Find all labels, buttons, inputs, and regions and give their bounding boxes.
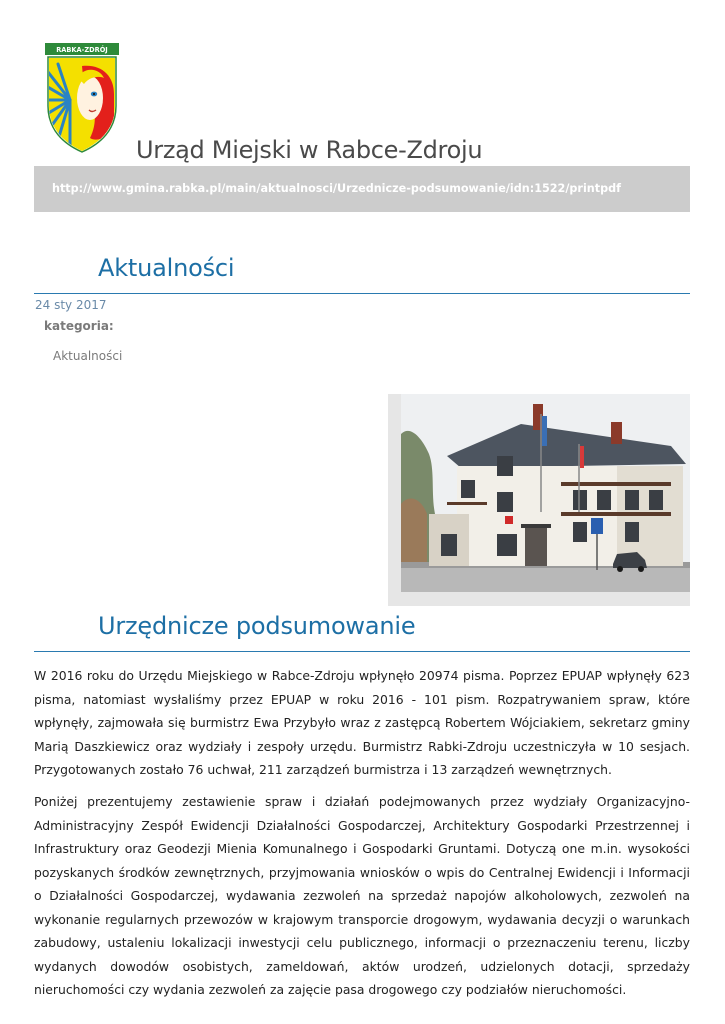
article-paragraph-2: Poniżej prezentujemy zestawienie spraw i działań podejmowanych przez wydziały Organizacyjno-Administracyjny Zespół Ewidencji Działalności Gospodarczej, Architektury Gospodarki Przestrzennej i Infrastruktury oraz Geodezji Mienia Komunalnego i Gospodarki Gruntami. Dotyczą one m.in. wysokości pozyskanych środków zewnętrznych, przyjmowania wniosków o wpis do Centralnej Ewidencji i Informacji o Działalności Gospodarczej, wydawania zezwoleń na sprzedaż napojów alkoholowych, zezwoleń na wykonanie regularnych przewozów w krajowym transporcie drogowym, wydawania decyzji o warunkach zabudowy, ustaleniu lokalizacji inwestycji celu publicznego, informacji o przeznaczeniu terenu, liczby wydanych dowodów osobistych, zameldowań, aktów urodzeń, udzielonych dotacji, sprzedaży nieruchomości czy wydania zezwoleń za zajęcie pasa drogowego czy podziałów nieruchomości. (34, 794, 690, 997)
article-divider (34, 651, 690, 652)
category-link[interactable]: Aktualności (53, 349, 123, 363)
article-paragraph-1: W 2016 roku do Urzędu Miejskiego w Rabce-Zdroju wpłynęło 20974 pisma. Poprzez EPUAP wpłynęły 623 pisma, natomiast wysłaliśmy przez EPUAP w roku 2016 - 101 pism. Rozpatrywaniem spraw, które wpłynęły, zajmowała się burmistrz Ewa Przybyło wraz z zastępcą Robertem Wójciakiem, sekretarz gminy Marią Daszkiewicz oraz wydziały i zespoły urzędu. Burmistrz Rabki-Zdroju uczestniczyła w 10 sesjach. Przygotowanych zostało 76 uchwał, 211 zarządzeń burmistrza i 13 zarządzeń wewnętrznych. (34, 668, 690, 777)
section-title: Aktualności (98, 254, 235, 282)
town-hall-building-photo (401, 394, 690, 592)
site-title: Urząd Miejski w Rabce-Zdroju (136, 136, 483, 164)
article-date: 24 sty 2017 (35, 298, 107, 312)
category-label: kategoria: (44, 319, 114, 333)
coat-of-arms-icon (44, 42, 120, 154)
url-bar (34, 166, 690, 212)
svg-text:RABKA-ZDRÓJ: RABKA-ZDRÓJ (56, 46, 108, 54)
page-url-link[interactable]: http://www.gmina.rabka.pl/main/aktualnosci/Urzednicze-podsumowanie/idn:1522/printpdf (52, 182, 621, 195)
article-photo-frame (388, 394, 690, 606)
section-divider (34, 293, 690, 294)
article-title: Urzędnicze podsumowanie (98, 612, 416, 640)
